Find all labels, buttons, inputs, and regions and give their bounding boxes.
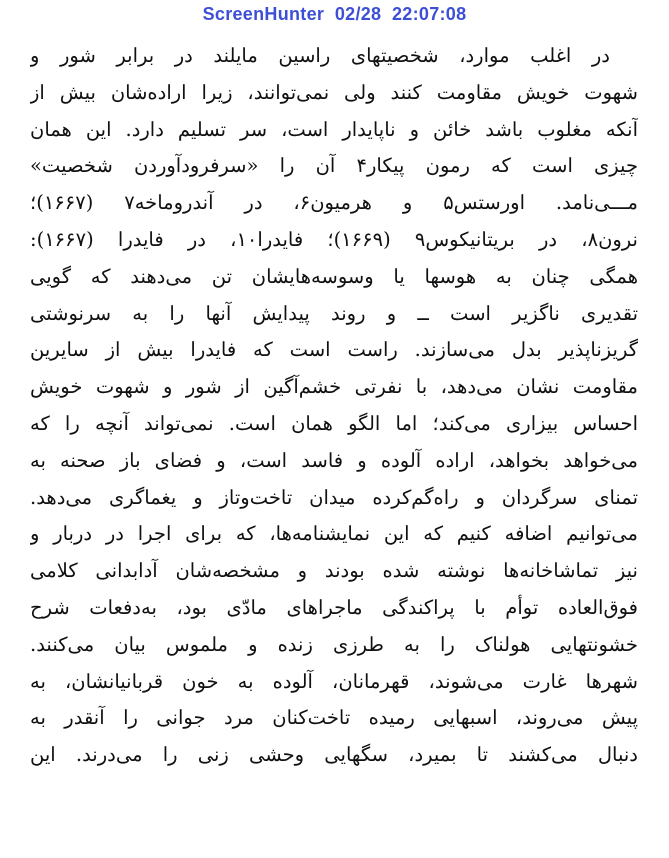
- text-line-1: در اغلب موارد، شخصیتهای راسین مایلند در برابر شور و: [30, 44, 610, 67]
- text-line-15: نیز تماشاخانه‌ها نوشته شده بودند و مشخصه‌شان آدابدانی کلامی: [30, 559, 638, 583]
- text-line-3: آنکه مغلوب باشد خائن و ناپایدار است، سر تسلیم دارد. این همان: [30, 117, 638, 141]
- text-line-7: همگی چنان به هوسها یا وسوسه‌هایشان تن می‌دهند که گویی: [30, 264, 638, 288]
- text-line-12: می‌خواهد بخواهد، اراده آلوده و فاسد است، و فضای باز صحنه به: [30, 448, 638, 472]
- text-line-10: مقاومت نشان می‌دهد، با نفرتی خشم‌آگین از شور و شهوت خویش: [30, 375, 638, 399]
- text-line-9: گریزناپذیر بدل می‌سازند. راست است که فایدرا بیش از سایرین: [30, 338, 638, 362]
- text-line-13: تمنای سرگردان و راه‌گم‌کرده میدان تاخت‌وتاز و یغماگری می‌دهد.: [30, 485, 638, 509]
- text-line-18: شهرها غارت می‌شوند، قهرمانان، آلوده به خون قربانیانشان، به: [30, 669, 638, 693]
- text-line-19: پیش می‌روند، اسبهایی رمیده تاخت‌کنان مرد جوانی را آنقدر به: [30, 706, 638, 730]
- text-line-8: تقدیری ناگزیر است ــ و روند پیدایش آنها را به سرنوشتی: [30, 301, 638, 325]
- text-line-16: فوق‌العاده توأم با پراکندگی ماجراهای مادّی بود، به‌دفعات شرح: [30, 595, 638, 619]
- text-line-6: نرون۸، در بریتانیکوس۹ (۱۶۶۹)؛ فایدرا۱۰، در فایدرا (۱۶۶۷):: [30, 227, 638, 251]
- text-line-17: خشونتهایی هولناک را به طرزی زنده و ملموس بیان می‌کنند.: [30, 632, 638, 656]
- screenhunter-watermark: ScreenHunter 02/28 22:07:08: [202, 4, 467, 24]
- text-line-14: می‌توانیم اضافه کنیم که این نمایشنامه‌ها، که برای اجرا در دربار و: [30, 522, 638, 546]
- text-line-20: دنبال می‌کشند تا بمیرد، سگهایی وحشی زنی را می‌درند. این: [30, 743, 638, 767]
- document-page: [30, 38, 638, 774]
- text-line-4: چیزی است که رمون پیکار۴ آن را «سرفرودآوردن شخصیت»: [30, 154, 638, 178]
- text-line-2: شهوت خویش مقاومت کنند ولی نمی‌توانند، زیرا اراده‌شان بیش از: [30, 80, 638, 104]
- text-line-5: مـــی‌نامد. اورستس۵ و هرمیون۶، در آندروماخه۷ (۱۶۶۷)؛: [30, 191, 638, 215]
- text-line-11: احساس بیزاری می‌کند؛ اما الگو همان است. نمی‌تواند آنچه را که: [30, 411, 638, 435]
